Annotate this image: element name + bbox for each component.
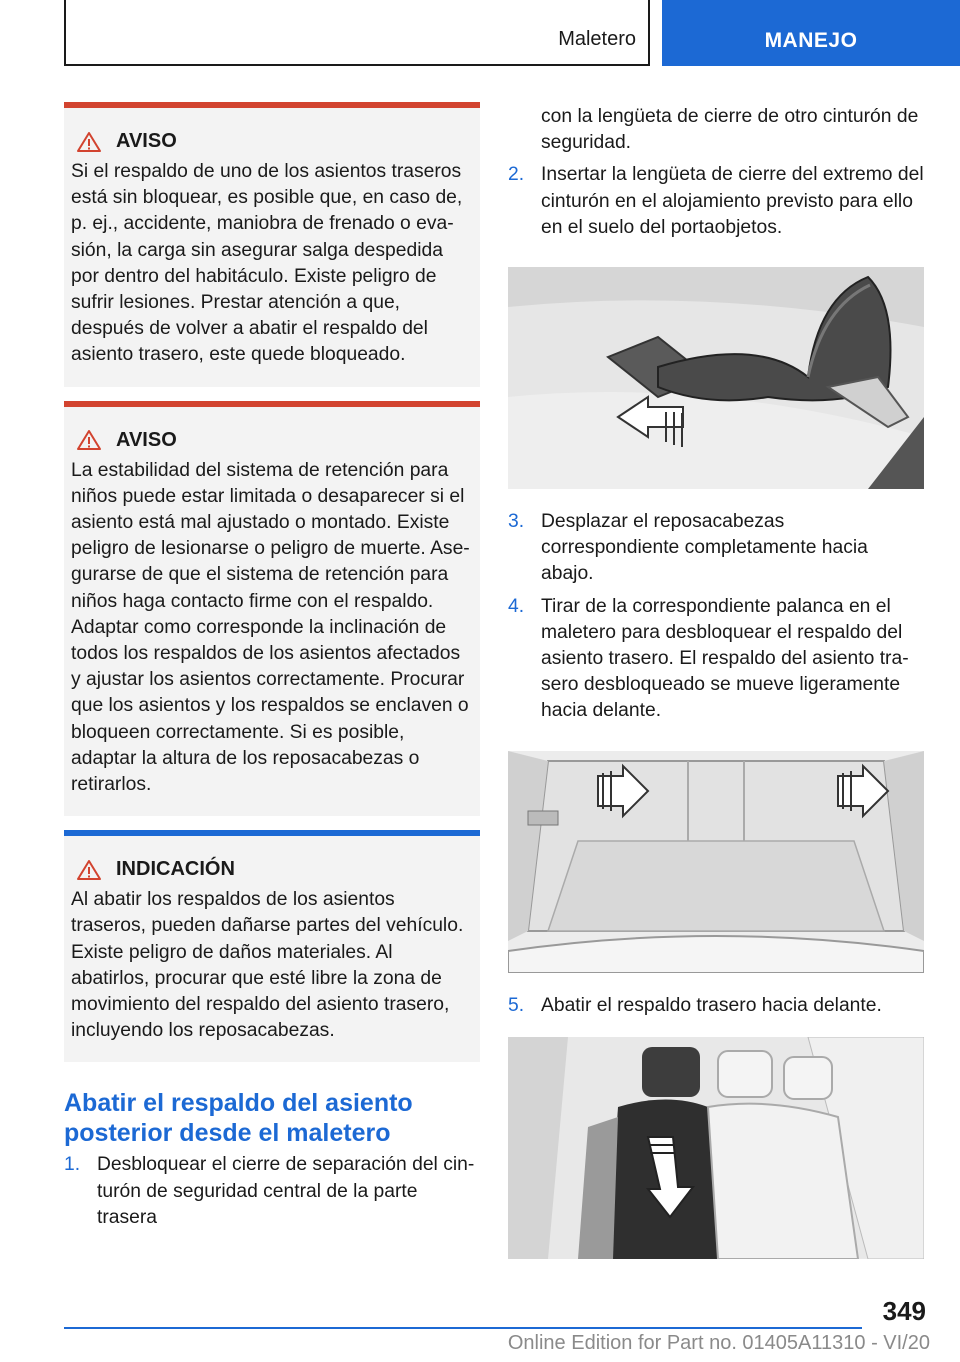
step-number: 3.: [508, 511, 525, 533]
page-number: 349: [882, 1296, 926, 1326]
footer-divider: [64, 1327, 862, 1329]
notice-title: INDICACIÓN: [116, 858, 235, 881]
step-number: 4.: [508, 595, 525, 617]
notice-box: [64, 830, 480, 1062]
header-chapter-tab: MANEJO: [662, 0, 960, 66]
header-section-title: Maletero: [558, 28, 636, 50]
footer-edition-text: Online Edition for Part no. 01405A11310 - VI/20: [507, 1332, 930, 1354]
warning-heading: [71, 130, 473, 153]
step-item: [508, 594, 924, 725]
warning-box-2: [64, 401, 480, 817]
seat-drawing: [508, 1037, 924, 1259]
warning-title: AVISO: [116, 130, 177, 152]
step-item: [508, 509, 924, 588]
step-number: 5.: [508, 994, 525, 1016]
warning-triangle-icon: [76, 429, 102, 451]
warning-triangle-icon: [76, 131, 102, 153]
warning-heading: [71, 429, 473, 452]
warning-title: AVISO: [116, 428, 177, 451]
notice-heading: [71, 858, 473, 881]
warning-triangle-icon: [76, 859, 102, 881]
notice-body: Al abatir los respaldos de los asientos traseros, pueden dañarse partes del vehículo. Existe peligro de daños materiales. Al abatirlos, procurar que esté libre la zona de movimiento del respaldo del asiento trasero, incluyendo los reposacabezas.: [71, 889, 464, 1042]
step-text: Tirar de la correspondiente palanca en el maletero para desbloquear el respaldo del asiento trasero. El respaldo del asiento trasero desbloqueado se mueve ligeramente hacia delante.: [541, 595, 909, 722]
belt-buckle-illustration: [508, 267, 924, 489]
warning-body: Si el respaldo de uno de los asientos traseros está sin bloquear, es posible que, en caso de, p. ej., accidente, maniobra de frenado o evasión, la carga sin asegurar salga despedida por dentro del habitáculo. Existe peligro de sufrir lesiones. Prestar atención a que, después de volver a abatir el respaldo del asiento trasero, este quede bloqueado.: [71, 161, 463, 366]
trunk-drawing: [508, 751, 924, 973]
step-continuation: con la lengüeta de cierre de otro cinturón de seguridad.: [541, 106, 919, 154]
warning-box-1: [64, 102, 480, 387]
right-column: [508, 104, 924, 1279]
step-text: Insertar la lengüeta de cierre del extremo del cinturón en el alojamiento previsto para ello en el suelo del portaobjetos.: [541, 164, 924, 238]
section-heading: Abatir el respaldo del asiento posterior desde el maletero: [64, 1089, 413, 1148]
left-column: [64, 102, 480, 1231]
trunk-levers-illustration: [508, 751, 924, 973]
step-number: 1.: [64, 1154, 81, 1176]
seat-fold-illustration: [508, 1037, 924, 1259]
step-item: [508, 993, 924, 1019]
warning-body: La estabilidad del sistema de retención para niños puede estar limitada o desaparecer si el asiento está mal ajustado o montado. Existe peligro de lesionarse o peligro de muerte. Asegurarse de que el sistema de retención para niños haga contacto firme con el respaldo. Adaptar como corresponde la inclinación de todos los respaldos de los asientos afectados y ajustar los asientos correctamente. Procurar que los asientos y los respaldos se enclaven o bloqueen correctamente. Si es posible, adaptar la altura de los reposacabezas o retirarlos.: [71, 459, 470, 796]
step-text: Abatir el respaldo trasero hacia delante.: [541, 994, 882, 1016]
step-text: Desbloquear el cierre de separación del cinturón de seguridad central de la parte trasera: [97, 1154, 475, 1228]
belt-buckle-drawing: [508, 267, 924, 489]
step-number: 2.: [508, 164, 525, 186]
step-item: [64, 1152, 480, 1231]
step-text: Desplazar el reposacabezas correspondiente completamente hacia abajo.: [541, 511, 868, 585]
step-item: [508, 162, 924, 241]
